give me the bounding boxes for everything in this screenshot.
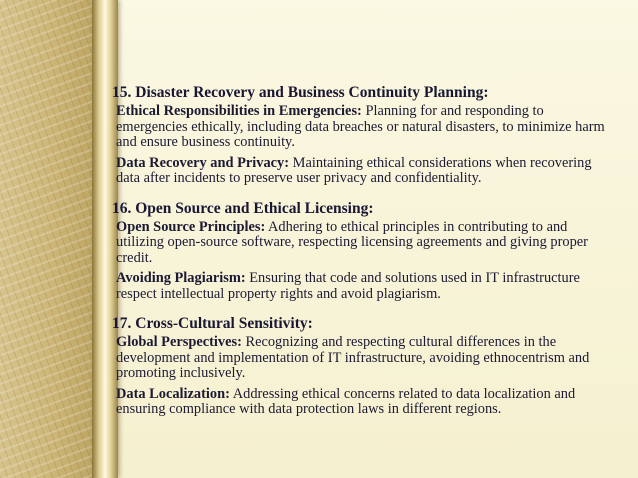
section-cross-cultural bbox=[112, 315, 617, 418]
bullet-paragraph bbox=[116, 220, 617, 267]
decorative-left-band bbox=[0, 0, 92, 478]
section-disaster-recovery bbox=[112, 84, 617, 187]
bullet-term: Avoiding Plagiarism: bbox=[116, 270, 246, 286]
bullet-text: Planning for and responding to emergencies ethically, including data breaches or natural disasters, to minimize harm and ensure business continuity. bbox=[116, 103, 605, 150]
bullet-text: Ensuring that code and solutions used in IT infrastructure respect intellectual property rights and avoid plagiarism. bbox=[116, 270, 580, 302]
bullet-term: Data Localization: bbox=[116, 385, 230, 402]
section-title: 15. Disaster Recovery and Business Continuity Planning: bbox=[112, 84, 489, 101]
bullet-paragraph bbox=[116, 387, 617, 418]
bullet-paragraph bbox=[116, 271, 617, 302]
section-open-source bbox=[112, 200, 617, 303]
bullet-paragraph bbox=[116, 335, 617, 382]
bullet-text: Adhering to ethical principles in contributing to and utilizing open-source software, respecting licensing agreements and giving proper credit. bbox=[116, 218, 588, 266]
bullet-paragraph bbox=[116, 104, 617, 151]
bullet-paragraph bbox=[116, 156, 617, 187]
slide-content bbox=[112, 84, 617, 431]
bullet-text: Addressing ethical concerns related to data localization and ensuring compliance with data protection laws in different regions. bbox=[116, 385, 576, 417]
section-title: 16. Open Source and Ethical Licensing: bbox=[112, 199, 374, 217]
bullet-term: Data Recovery and Privacy: bbox=[116, 154, 290, 171]
bullet-term: Open Source Principles: bbox=[116, 218, 266, 235]
bullet-text: Maintaining ethical considerations when recovering data after incidents to preserve user privacy and confidentiality. bbox=[116, 154, 592, 186]
section-title: 17. Cross-Cultural Sensitivity: bbox=[112, 315, 313, 332]
bullet-term: Ethical Responsibilities in Emergencies: bbox=[116, 103, 362, 119]
bullet-term: Global Perspectives: bbox=[116, 334, 242, 350]
bullet-text: Recognizing and respecting cultural differences in the development and implementation of IT infrastructure, avoiding ethnocentrism and promoting inclusively. bbox=[116, 334, 590, 381]
